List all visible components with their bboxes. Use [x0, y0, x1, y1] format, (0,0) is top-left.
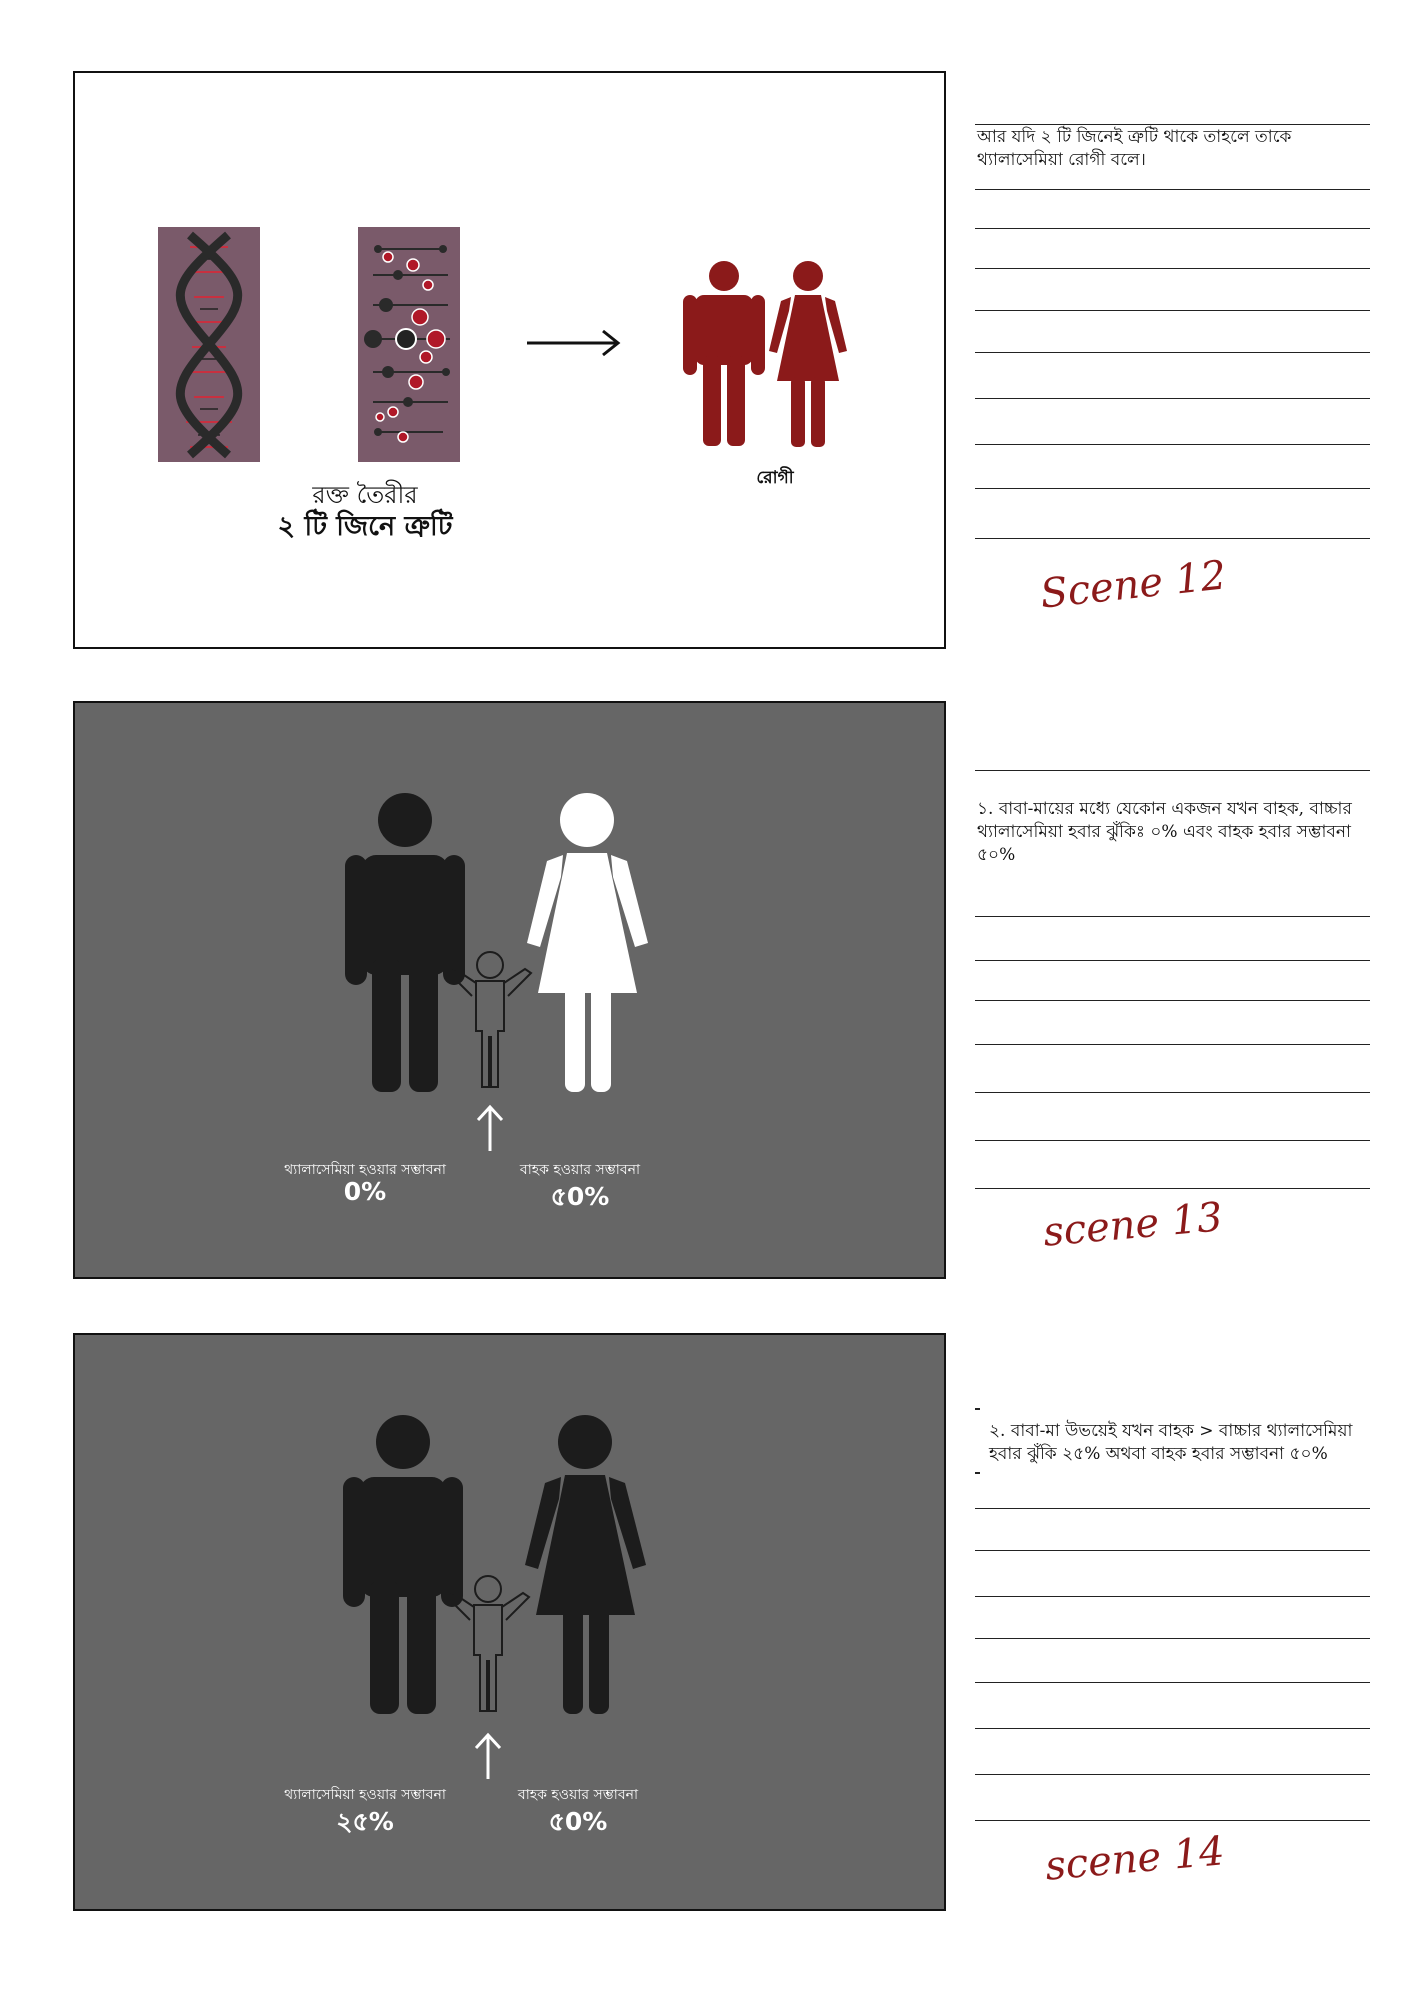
note-text: ২. বাবা-মা উভয়েই যখন বাহক > বাচ্চার থ্যালাসেমিয়া হবার ঝুঁকি ২৫% অথবা বাহক হবার সম্ভাবনা ৫০% — [989, 1421, 1353, 1464]
note-line — [975, 1092, 1370, 1093]
patient-label: রোগী — [756, 468, 794, 488]
pencil-mark — [975, 1472, 980, 1474]
note-line — [975, 189, 1370, 190]
thalassemia-probability-value: 0% — [343, 1177, 387, 1206]
child-icon — [445, 951, 535, 1089]
up-arrow-icon — [473, 1731, 503, 1781]
up-arrow-icon — [475, 1103, 505, 1153]
note-line — [975, 228, 1370, 229]
carrier-probability-value: ৫0% — [548, 1807, 608, 1836]
scene-label: Scene 12 — [1038, 552, 1229, 618]
right-arrow-icon — [525, 328, 625, 358]
storyboard-frame-1 — [73, 71, 946, 649]
carrier-probability-value: ৫0% — [550, 1182, 610, 1211]
scene-label: scene 14 — [1043, 1828, 1227, 1890]
female-patient-icon — [767, 261, 849, 447]
note-text: আর যদি ২ টি জিনেই ত্রুটি থাকে তাহলে তাকে থ্যালাসেমিয়া রোগী বলে। — [977, 127, 1292, 170]
note-line — [975, 1140, 1370, 1141]
pencil-mark — [975, 1408, 980, 1410]
note-line — [975, 1596, 1370, 1597]
carrier-probability-label: বাহক হওয়ার সম্ভাবনা — [517, 1787, 639, 1803]
note-text: ১. বাবা-মায়ের মধ্যে যেকোন একজন যখন বাহক, বাচ্চার থ্যালাসেমিয়া হবার ঝুঁকিঃ ০% এবং বাহক হবার সম্ভাবনা ৫০% — [977, 799, 1352, 865]
note-line — [975, 310, 1370, 311]
note-line — [975, 1508, 1370, 1509]
note-line — [975, 1550, 1370, 1551]
note-line — [975, 1188, 1370, 1189]
note-line — [975, 960, 1370, 961]
note-line — [975, 1044, 1370, 1045]
male-patient-icon — [683, 261, 765, 447]
thalassemia-probability-value: ২৫% — [336, 1807, 394, 1836]
child-icon — [443, 1575, 533, 1713]
note-line — [975, 1728, 1370, 1729]
note-line — [975, 1638, 1370, 1639]
note-line — [975, 352, 1370, 353]
caption-line-1: রক্ত তৈরীর — [312, 481, 418, 509]
note-line — [975, 916, 1370, 917]
mother-icon — [525, 793, 650, 1093]
scene-label: scene 13 — [1041, 1194, 1225, 1256]
defective-dna-icon — [358, 227, 460, 462]
note-line — [975, 398, 1370, 399]
note-line — [975, 1000, 1370, 1001]
note-line — [975, 770, 1370, 771]
thalassemia-probability-label: থ্যালাসেমিয়া হওয়ার সম্ভাবনা — [284, 1162, 446, 1178]
note-line — [975, 444, 1370, 445]
storyboard-frame-3 — [73, 1333, 946, 1911]
note-line — [975, 1682, 1370, 1683]
storyboard-frame-2 — [73, 701, 946, 1279]
note-line — [975, 124, 1370, 125]
caption-line-2: ২ টি জিনে ত্রুটি — [277, 511, 453, 542]
note-line — [975, 538, 1370, 539]
thalassemia-probability-label: থ্যালাসেমিয়া হওয়ার সম্ভাবনা — [284, 1787, 446, 1803]
note-line — [975, 268, 1370, 269]
carrier-probability-label: বাহক হওয়ার সম্ভাবনা — [519, 1162, 641, 1178]
mother-icon — [523, 1415, 648, 1715]
healthy-dna-icon — [158, 227, 260, 462]
note-line — [975, 1774, 1370, 1775]
note-line — [975, 1820, 1370, 1821]
note-line — [975, 488, 1370, 489]
